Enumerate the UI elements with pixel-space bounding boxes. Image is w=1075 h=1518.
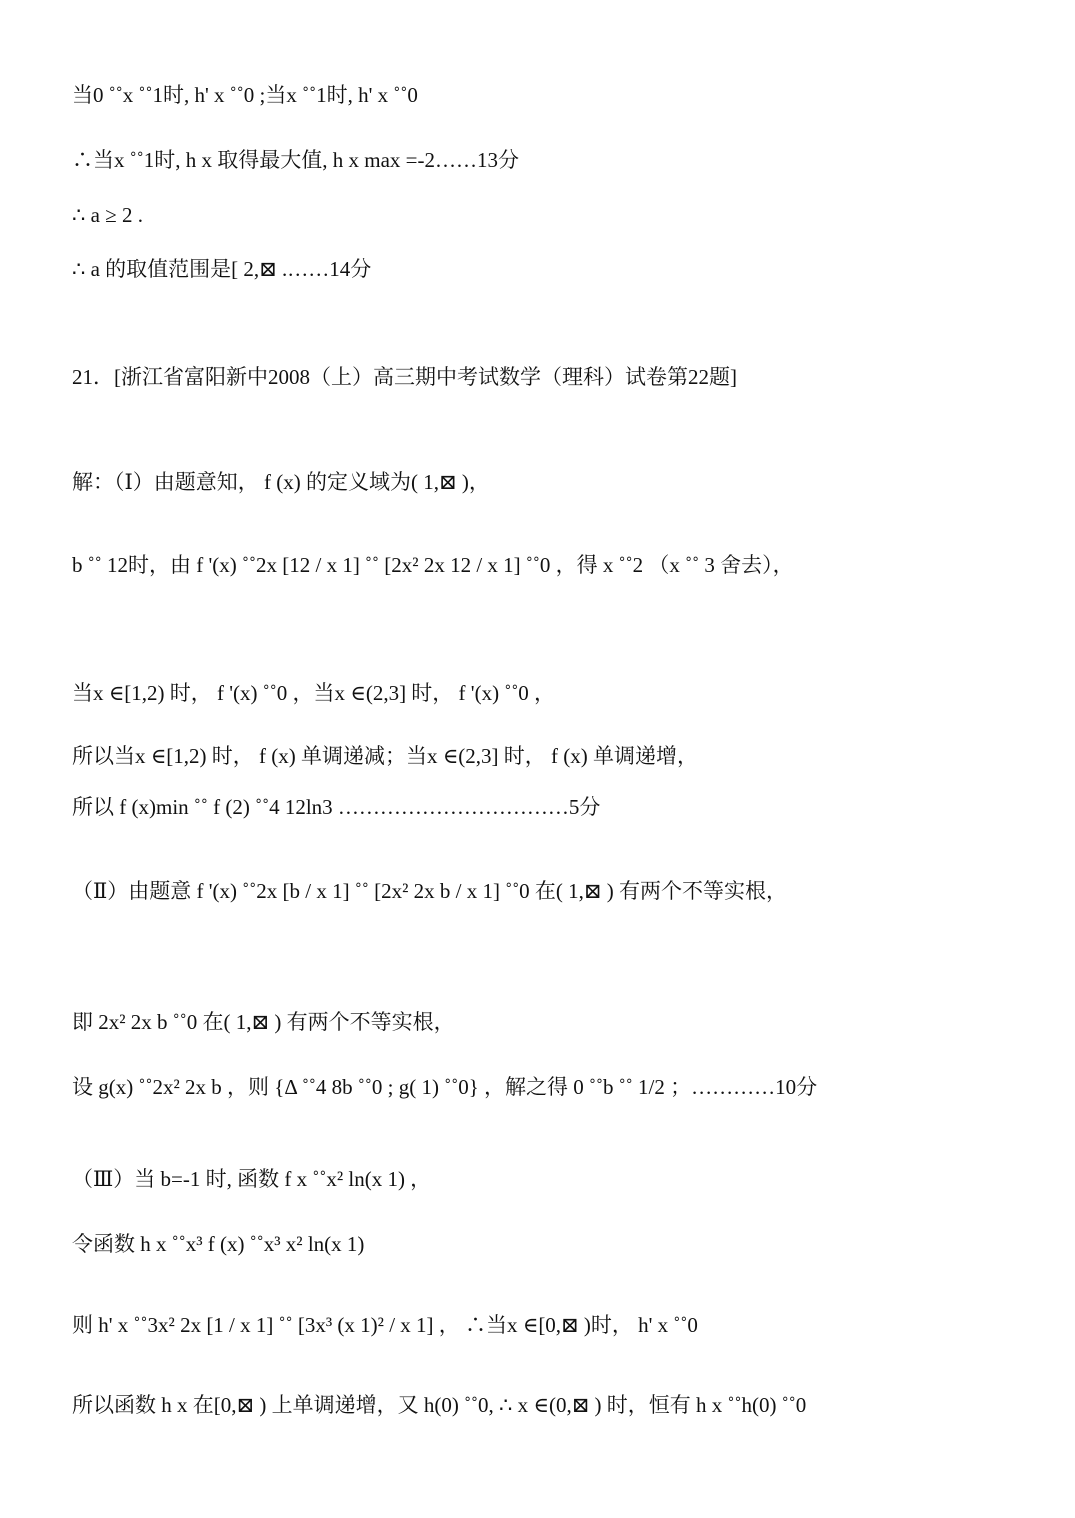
text-line: ∴ a ≥ 2 . [72, 203, 143, 227]
text-line: 解：（Ⅰ）由题意知， f (x) 的定义域为( 1,⊠ )， [72, 470, 490, 494]
text-line: （Ⅲ）当 b=-1 时, 函数 f x ˚˚x² ln(x 1) ， [72, 1167, 432, 1191]
text-line: 所以函数 h x 在[0,⊠ ) 上单调递增，又 h(0) ˚˚0, ∴ x ∈(0,⊠ ) 时，恒有 h x ˚˚h(0) ˚˚0 [72, 1393, 807, 1417]
text-line: 设 g(x) ˚˚2x² 2x b ，则 {Δ ˚˚4 8b ˚˚0 ; g( 1) ˚˚0} ，解之得 0 ˚˚b ˚˚ 1/2 ；…………10分 [72, 1075, 818, 1099]
text-line: ∴当x ˚˚1时, h x 取得最大值, h x max =-2……13分 [72, 148, 519, 172]
text-line: 则 h' x ˚˚3x² 2x [1 / x 1] ˚˚ [3x³ (x 1)² / x 1] ， ∴当x ∈[0,⊠ )时， h' x ˚˚0 [72, 1313, 698, 1337]
text-line: （Ⅱ）由题意 f '(x) ˚˚2x [b / x 1] ˚˚ [2x² 2x b / x 1] ˚˚0 在( 1,⊠ ) 有两个不等实根， [72, 879, 788, 903]
text-line: 所以当x ∈[1,2) 时， f (x) 单调递减；当x ∈(2,3] 时， f (x) 单调递增， [72, 744, 699, 768]
text-line: 所以 f (x)min ˚˚ f (2) ˚˚4 12ln3 ……………………………5分 [72, 795, 601, 819]
text-line: 当0 ˚˚x ˚˚1时, h' x ˚˚0 ;当x ˚˚1时, h' x ˚˚0 [72, 83, 418, 107]
text-line: b ˚˚ 12时，由 f '(x) ˚˚2x [12 / x 1] ˚˚ [2x² 2x 12 / x 1] ˚˚0 ，得 x ˚˚2 （x ˚˚ 3 舍去）， [72, 553, 794, 577]
problem-heading: 21．[浙江省富阳新中2008（上）高三期中考试数学（理科）试卷第22题] [72, 365, 737, 389]
text-line: ∴ a 的取值范围是[ 2,⊠ .……14分 [72, 257, 372, 281]
text-line: 即 2x² 2x b ˚˚0 在( 1,⊠ ) 有两个不等实根， [72, 1010, 455, 1034]
text-line: 当x ∈[1,2) 时， f '(x) ˚˚0 ，当x ∈(2,3] 时， f '(x) ˚˚0 ， [72, 681, 556, 705]
text-line: 令函数 h x ˚˚x³ f (x) ˚˚x³ x² ln(x 1) [72, 1232, 365, 1256]
